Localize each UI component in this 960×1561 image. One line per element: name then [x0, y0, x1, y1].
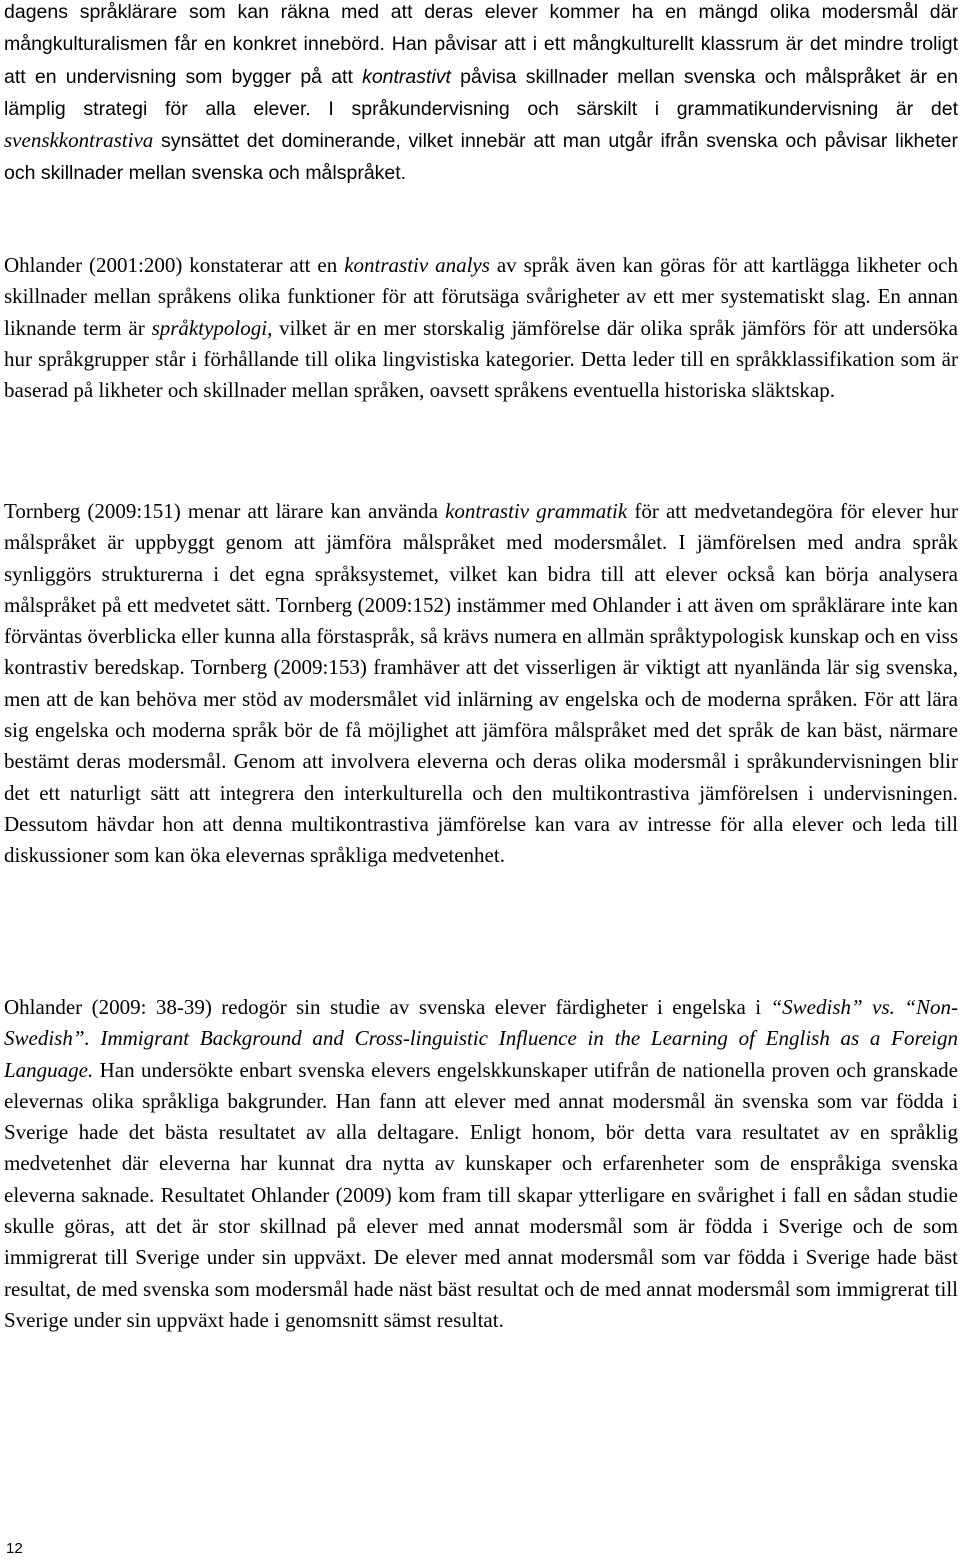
italic-term-svenskkontrastiva: svenskkontrastiva — [4, 128, 154, 153]
page-number: 12 — [6, 1540, 23, 1557]
text-run: Han undersökte enbart svenska elevers engelskkunskaper utifrån de nationella proven och granskade elevernas olika språkliga bakgrunder. Han fann att elever med annat modersmål än svenska som var födda i Sverige hade det bästa resultatet av alla deltagare. Enligt honom, bör detta vara resultatet av en språklig medvetenhet där eleverna har kunnat dra nytta av kunskaper och erfarenheter som de enspråkiga svenska eleverna saknade. Resultatet Ohlander (2009) kom fram till skapar ytterligare en svårighet i fall en sådan studie skulle göras, att det är stor skillnad på elever med annat modersmål som är födda i Sverige och de som immigrerat till Sverige under sin uppväxt. De elever med annat modersmål som var födda i Sverige hade bäst resultat, de med svenska som modersmål hade näst bäst resultat och de med annat modersmål som immigrerat till Sverige under sin uppväxt hade i genomsnitt sämst resultat. — [4, 1057, 958, 1332]
text-run: Ohlander (2009: 38-39) redogör sin studie av svenska elever färdigheter i engelska i — [4, 995, 771, 1019]
text-run: för att medvetandegöra för elever hur målspråket är uppbyggt genom att jämföra målspråket med modersmålet. I jämförelsen med andra språk synliggörs strukturerna i det egna språksystemet, vilket kan bidra till att elever också kan börja analysera målspråket på ett medvetet sätt. Tornberg (2009:152) instämmer med Ohlander i att även om språklärare inte kan förväntas överblicka eller kunna alla förstaspråk, så krävs numera en allmän språktypologisk kunskap och en viss kontrastiv beredskap. Tornberg (2009:153) framhäver att det visserligen är viktigt att nyanlända lär sig svenska, men att de kan behöva mer stöd av modersmålet vid inlärning av engelska och de moderna språken. För att lära sig engelska och moderna språk bör de få möjlighet att jämföra målspråket med det språk de kan bäst, närmare bestämt deras modersmål. Genom att involvera eleverna och deras olika modersmål i språkundervisningen blir det ett naturligt sätt att integrera den interkulturella och den multikontrastiva jämförelsen i undervisningen. Dessutom hävdar hon att denna multikontrastiva jämförelse kan vara av intresse för alla elever och leda till diskussioner som kan öka elevernas språkliga medvetenhet. — [4, 499, 959, 868]
italic-term-kontrastiv-grammatik: kontrastiv grammatik — [445, 499, 628, 523]
paragraph-2 — [4, 250, 958, 406]
italic-term-kontrastivt: kontrastivt — [362, 65, 451, 88]
text-run: av språk även kan göras för att kartlägga likheter och skillnader mellan språkens olika funktioner för att förutsäga svårigheter av ett mer systematiskt slag. En annan liknande term är — [4, 253, 958, 340]
text-run: dagens språklärare som kan räkna med att deras elever kommer ha en mängd olika modersmål där mångkulturalismen får en konkret innebörd. Han påvisar att i ett mångkulturellt klassrum är det mindre troligt att en undervisning som bygger på att — [4, 1, 958, 88]
paragraph-3 — [4, 496, 958, 872]
text-run: , vilket är en mer storskalig jämförelse där olika språk jämförs för att undersöka hur språkgrupper står i förhållande till olika lingvistiska kategorier. Detta leder till en språkklassifikation som är baserad på likheter och skillnader mellan språken, oavsett språkens eventuella historiska släktskap. — [4, 315, 959, 403]
paragraph-1 — [4, 0, 958, 190]
italic-citation-title: “Swedish” vs. “Non-Swedish”. Immigrant Background and Cross-linguistic Influence in the Learning of English as a Foreign Language. — [4, 995, 958, 1082]
italic-term-kontrastiv-analys: kontrastiv analys — [344, 253, 490, 277]
text-run: Tornberg (2009:151) menar att lärare kan använda — [4, 499, 446, 523]
italic-term-spraktypologi: språktypologi — [151, 315, 268, 340]
text-run: Ohlander (2001:200) konstaterar att en — [4, 253, 345, 277]
text-run: synsättet det dominerande, vilket innebär att man utgår ifrån svenska och påvisar likheter och skillnader mellan svenska och målspråket. — [4, 130, 958, 185]
paragraph-4 — [4, 992, 958, 1336]
text-run: påvisa skillnader mellan svenska och målspråket är en lämplig strategi för alla elever. I språkundervisning och särskilt i grammatikundervisning är det — [4, 65, 958, 120]
